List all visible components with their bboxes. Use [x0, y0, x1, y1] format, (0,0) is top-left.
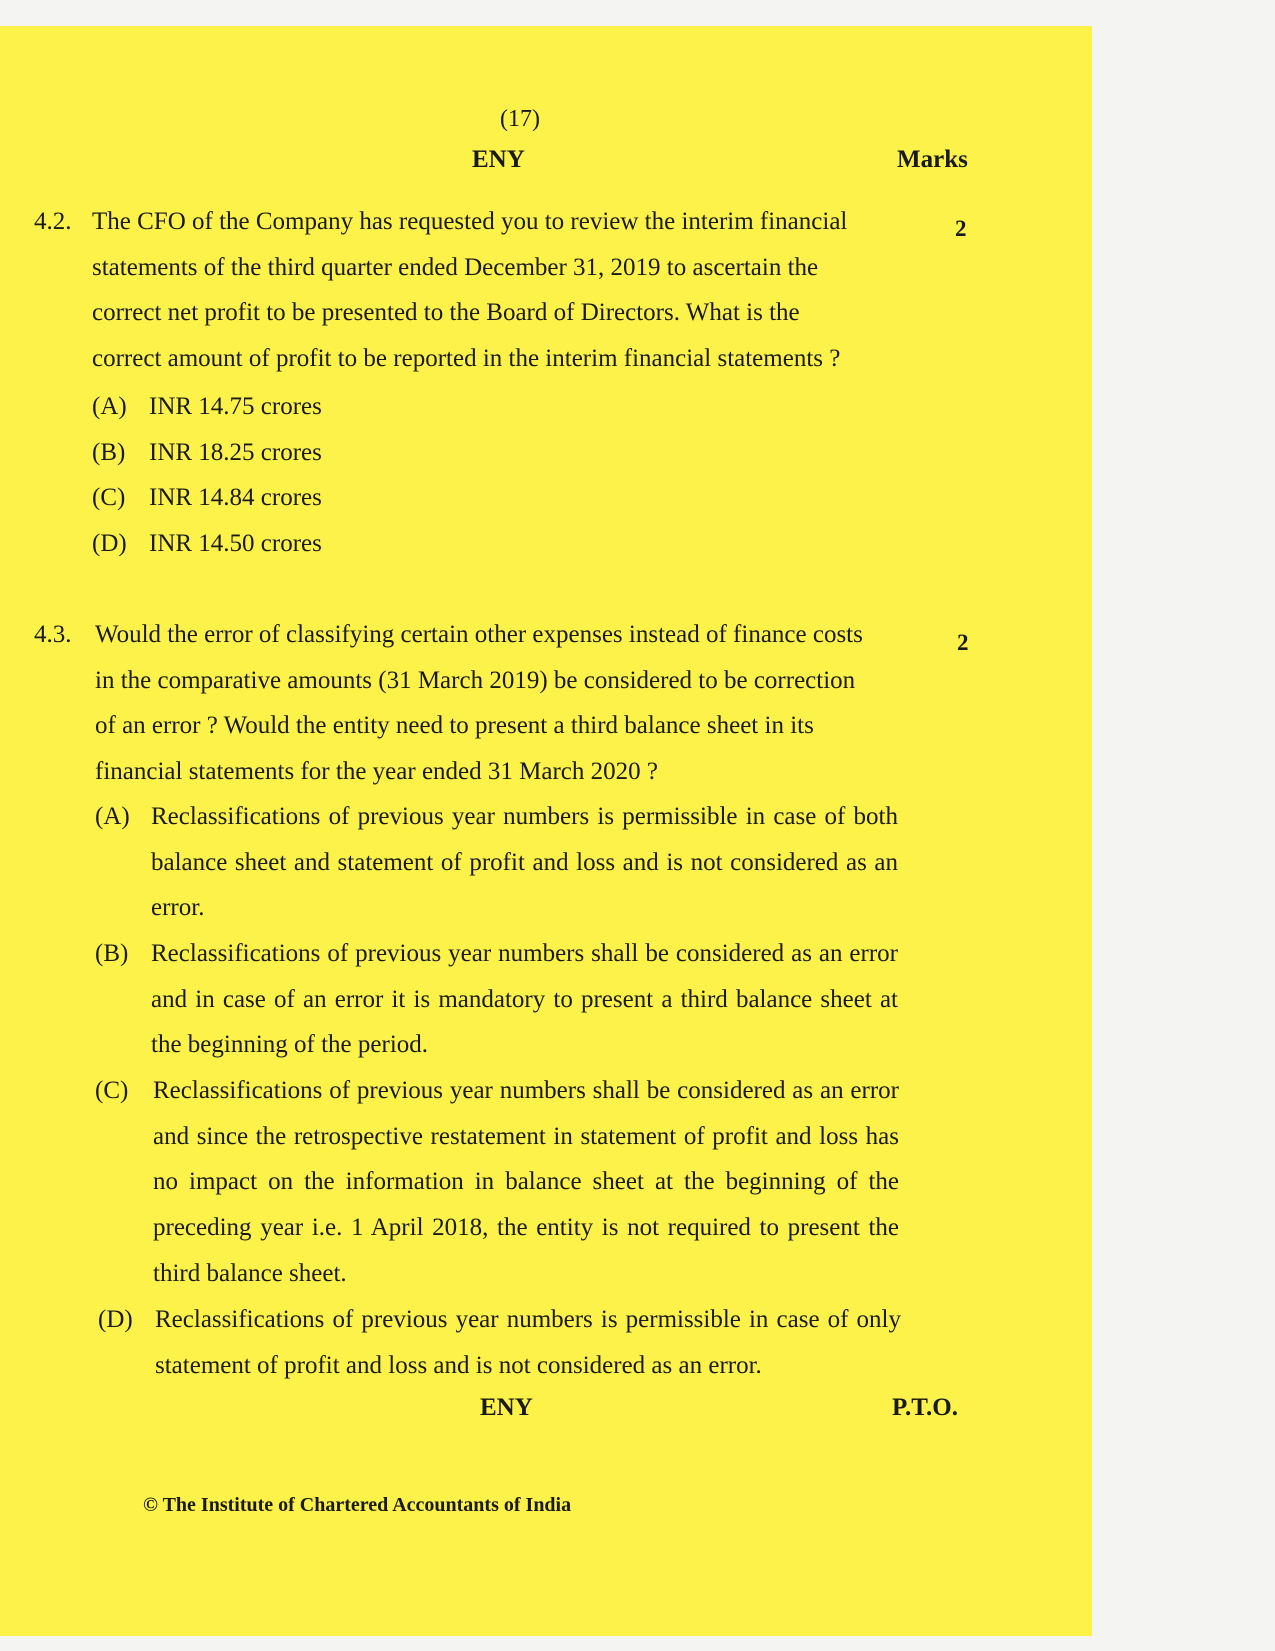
- option-text-b: INR 18.25 crores: [149, 439, 322, 466]
- option-text-d: Reclassifications of previous year numbers is permissible in case of only statement of profit and loss and is not considered as an error.: [155, 1306, 901, 1379]
- question-line: correct net profit to be presented to the Board of Directors. What is the: [92, 299, 800, 327]
- question-text-4-2: [92, 199, 892, 382]
- paper-code-header: ENY: [472, 146, 525, 173]
- option-text-c: Reclassifications of previous year numbers shall be considered as an error and since the retrospective restatement in statement of profit and loss has no impact on the information in balance sheet at the beginning of the preceding year i.e. 1 April 2018, the entity is not required to present the third balance sheet.: [153, 1077, 899, 1287]
- question-marks-4-2: 2: [955, 216, 967, 241]
- question-line: The CFO of the Company has requested you to review the interim financial: [92, 208, 848, 235]
- option-text-a: Reclassifications of previous year numbers is permissible in case of both balance sheet and statement of profit and loss and is not considered as an error.: [151, 803, 898, 922]
- option-letter-c: (C): [95, 1077, 129, 1104]
- question-line: Would the error of classifying certain other expenses instead of finance costs: [95, 621, 863, 648]
- copyright-notice: © The Institute of Chartered Accountants of India: [143, 1494, 572, 1516]
- question-marks-4-3: 2: [957, 630, 969, 655]
- option-letter-b: (B): [95, 940, 129, 967]
- question-line: correct amount of profit to be reported in the interim financial statements ?: [92, 345, 841, 373]
- please-turn-over: P.T.O.: [892, 1394, 958, 1421]
- option-letter-c: (C): [92, 484, 126, 511]
- option-text-a: INR 14.75 crores: [149, 393, 322, 420]
- option-letter-a: (A): [92, 393, 127, 420]
- option-text-d: INR 14.50 crores: [149, 530, 322, 557]
- question-number-4-2: 4.2.: [34, 208, 72, 235]
- paper-code-footer: ENY: [480, 1394, 533, 1421]
- question-line: statements of the third quarter ended December 31, 2019 to ascertain the: [92, 253, 819, 281]
- option-text-b: Reclassifications of previous year numbers shall be considered as an error and in case of an error it is mandatory to present a third balance sheet at the beginning of the period.: [151, 940, 898, 1059]
- option-letter-a: (A): [95, 803, 130, 830]
- page-number: (17): [500, 106, 540, 132]
- option-letter-b: (B): [92, 439, 126, 466]
- marks-column-heading: Marks: [897, 146, 968, 173]
- question-line: in the comparative amounts (31 March 2019) be considered to be correction: [95, 666, 856, 694]
- question-number-4-3: 4.3.: [34, 621, 72, 648]
- question-line: financial statements for the year ended 31 March 2020 ?: [95, 758, 658, 786]
- question-line: of an error ? Would the entity need to present a third balance sheet in its: [95, 712, 814, 740]
- option-text-c: INR 14.84 crores: [149, 484, 322, 511]
- option-letter-d: (D): [98, 1306, 133, 1333]
- question-text-4-3: [95, 612, 895, 795]
- option-letter-d: (D): [92, 530, 127, 557]
